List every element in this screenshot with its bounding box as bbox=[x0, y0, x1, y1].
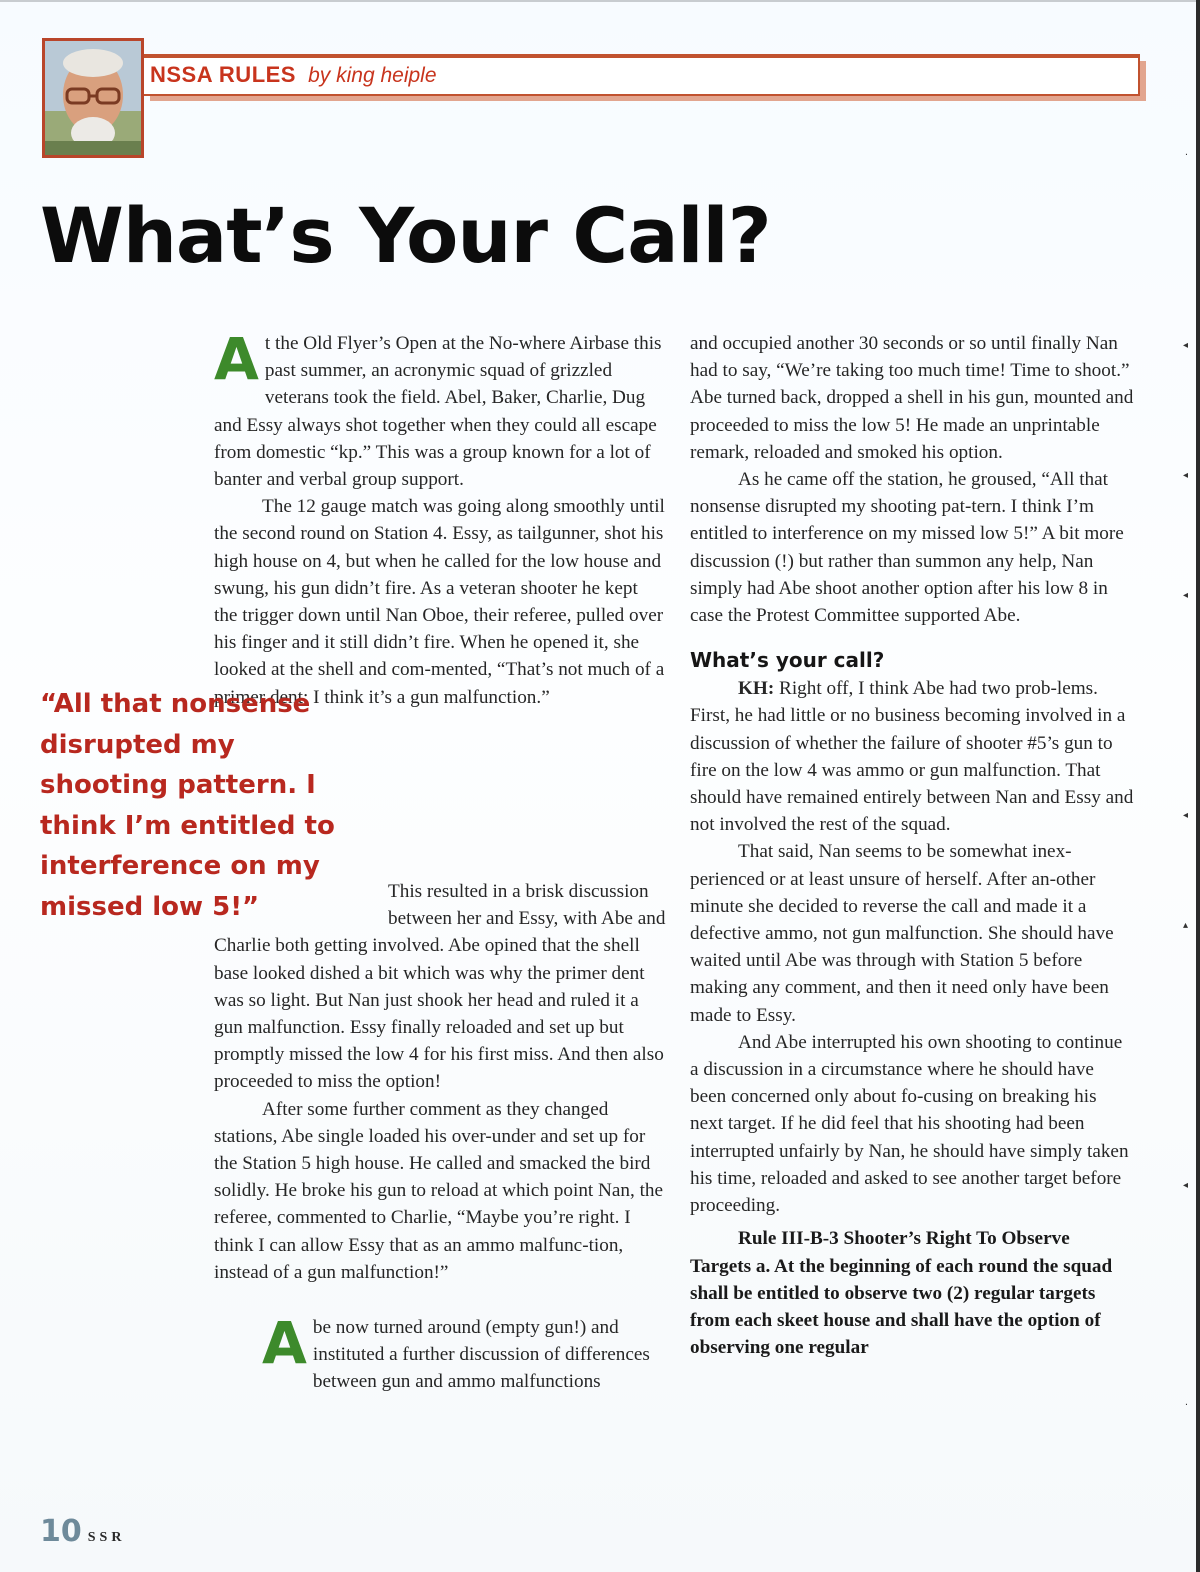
margin-mark: ◂ bbox=[1182, 340, 1188, 351]
article-title: What’s Your Call? bbox=[40, 191, 771, 280]
paragraph-8-text: Right off, I think Abe had two prob-lems. First, he had little or no business becoming involved in a discussion of whether the failure of shooter #5’s gun to fire on the low 4 was ammo or gun malfunction. That should have remained entirely between Nan and Essy and not involved the rest of the squad. bbox=[690, 678, 1134, 836]
paragraph-6: and occupied another 30 seconds or so until finally Nan had to say, “We’re taking too much time! Time to shoot.” Abe turned back, dropped a shell in his gun, mounted and proceeded to miss the low 5! He made an unprintable remark, reloaded and smoked his option. bbox=[690, 333, 1134, 463]
author-portrait-image bbox=[45, 41, 141, 155]
author-photo bbox=[42, 38, 144, 158]
paragraph-8 bbox=[690, 675, 1134, 838]
margin-mark: ◂ bbox=[1182, 470, 1188, 481]
page-footer bbox=[40, 1514, 125, 1549]
paragraph-1-text: t the Old Flyer’s Open at the No-where Airbase this past summer, an acronymic squad of grizzled veterans took the field. Abel, Baker, Charlie, Dug and Essy always shot together when they could all escape from domestic “kp.” This was a group known for a lot of banter and verbal group support. bbox=[214, 333, 662, 491]
pull-quote: “All that nonsense disrupted my shooting pattern. I think I’m entitled to interference on my missed low 5!” bbox=[40, 689, 335, 922]
margin-mark: · bbox=[1184, 150, 1188, 161]
margin-mark: ◂ bbox=[1182, 810, 1188, 821]
rule-excerpt: Rule III-B-3 Shooter’s Right To Observe Targets a. At the beginning of each round the squad shall be entitled to observe two (2) regular targets from each skeet house and shall have the option of observing one regular bbox=[690, 1228, 1113, 1359]
paragraph-7: As he came off the station, he groused, “All that nonsense disrupted my shooting pat-tern. I think I’m entitled to interference on my missed low 5!” A bit more discussion (!) but rather than summon any help, Nan simply had Abe shoot another option after his low 8 in case the Protest Committee supported Abe. bbox=[690, 469, 1124, 627]
margin-mark: ◂ bbox=[1182, 1180, 1188, 1191]
column-1 bbox=[214, 325, 666, 711]
margin-mark: ◂ bbox=[1182, 590, 1188, 601]
kh-label: KH: bbox=[738, 678, 775, 700]
section-title: NSSA RULES bbox=[150, 62, 296, 87]
drop-cap-2: A bbox=[262, 1309, 307, 1378]
section-banner-text bbox=[150, 60, 437, 91]
paragraph-2: The 12 gauge match was going along smoothly until the second round on Station 4. Essy, as tailgunner, shot his high house on 4, but when he called for the low house and swung, his gun didn’t fire. As a veteran shooter he kept the trigger down until Nan Oboe, their referee, pulled over his finger and it still didn’t fire. When he opened it, she looked at the shell and com-mented, “That’s not much of a primer dent; I think it’s a gun malfunction.” bbox=[214, 496, 665, 708]
drop-cap: A bbox=[214, 325, 259, 393]
subhead: What’s your call? bbox=[690, 648, 885, 673]
paragraph-3: This resulted in a brisk discussion between her and Essy, with Abe and Charlie both getting involved. Abe opined that the shell base looked dished a bit which was why the primer dent was so light. But Nan just shook her head and ruled it a gun malfunction. Essy finally reloaded and set up but promptly missed the low 4 for his first miss. And then also proceeded to miss the option! bbox=[214, 878, 666, 1096]
column-1-continued bbox=[214, 878, 666, 1396]
top-rule bbox=[0, 0, 1200, 2]
column-2 bbox=[690, 330, 1134, 1361]
margin-mark: · bbox=[1184, 1400, 1188, 1411]
paragraph-1 bbox=[214, 325, 666, 493]
paragraph-5 bbox=[214, 1309, 666, 1396]
paragraph-10: And Abe interrupted his own shooting to continue a discussion in a circumstance where he should have been concerned only about fo-cusing on breaking his next target. If he did feel that his shooting had been interrupted unfairly by Nan, he should have simply taken his time, reloaded and asked to see another target before proceeding. bbox=[690, 1031, 1129, 1217]
paragraph-4: After some further comment as they changed stations, Abe single loaded his over-under and set up for the Station 5 high house. He called and smacked the bird solidly. He broke his gun to reload at which point Nan, the referee, commented to Charlie, “Maybe you’re right. I think I can allow Essy that as an ammo malfunc-tion, instead of a gun malfunction!” bbox=[214, 1098, 664, 1283]
page-number: 10 bbox=[40, 1514, 82, 1549]
paragraph-5-text: be now turned around (empty gun!) and instituted a further discussion of differences between gun and ammo malfunctions bbox=[312, 1317, 650, 1393]
paragraph-9: That said, Nan seems to be somewhat inex-perienced or at least unsure of herself. After an-other minute she decided to reverse the call and made it a defective ammo, not gun malfunction. She should have waited until Abe was through with Station 5 before making any comment, and then it need only have been made to Essy. bbox=[690, 841, 1114, 1026]
byline: by king heiple bbox=[308, 64, 437, 87]
page-edge bbox=[1196, 0, 1200, 1572]
margin-mark: ▴ bbox=[1182, 920, 1188, 931]
magazine-name: SSR bbox=[87, 1530, 126, 1545]
